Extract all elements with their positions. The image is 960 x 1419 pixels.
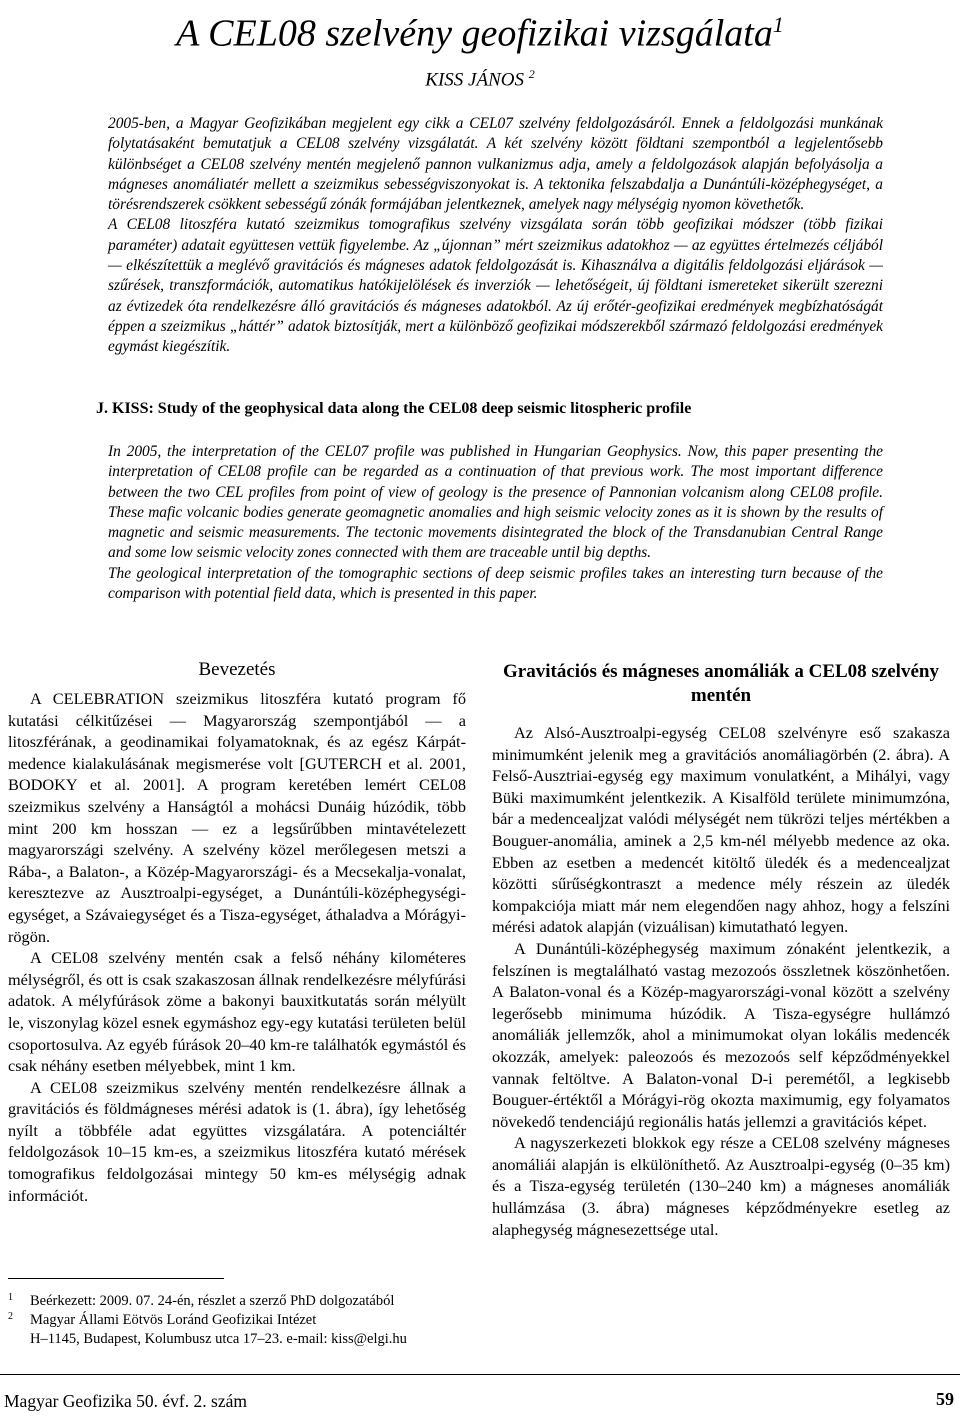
author-line (0, 62, 960, 92)
author-name: KISS JÁNOS (425, 69, 524, 91)
journal-name: Magyar Geofizika 50. évf. 2. szám (4, 1391, 247, 1411)
paper-title-text: A CEL08 szelvény geofizikai vizsgálata (176, 12, 773, 55)
footnote-2-address: H–1145, Budapest, Kolumbusz utca 17–23. e-mail: kiss@elgi.hu (30, 1331, 407, 1347)
page-footer (0, 1374, 960, 1419)
footnote-1-mark: 1 (8, 1292, 13, 1303)
footnote-2 (8, 1311, 478, 1330)
section-heading-anomaliak: Gravitációs és mágneses anomáliák a CEL08 szelvény mentén (503, 661, 939, 706)
footnotes (8, 1292, 478, 1349)
footnote-1 (8, 1292, 478, 1311)
left-column (8, 658, 466, 1206)
english-abstract-heading (96, 398, 896, 420)
section-heading-bevezetes: Bevezetés (198, 659, 276, 680)
abstract-hu-paragraph-1: 2005-ben, a Magyar Geofizikában megjelent egy cikk a CEL07 szelvény feldolgozásáról. Ennek a feldolgozási munkának folytatásaként bemutatjuk a CEL08 szelvény vizsgálatát. A két szelvény között földtani szempontból a legjelentősebb különbséget a CEL08 szelvény mentén megjelenő pannon vulkanizmus adja, amely a feldolgozások alapján befolyásolja a mágneses anomáliatér mellett a szeizmikus sebességviszonyokat is. A tektonika felszabdalja a Dunántúli-középhegységet, a törésrendszerek csökkent sebességű zónák formájában jelentkeznek, amelyek nagy mélységig nyomon követhetők. (108, 115, 883, 214)
body-paragraph: A CELEBRATION szeizmikus litoszféra kutató program fő kutatási célkitűzései — Magyarország szempontjából — a litoszférának, a geodinamikai folyamatoknak, és az egész Kárpát-medence kialakulásának megismerése volt [GUTERCH et al. 2001, BODOKY et al. 2001]. A program keretében lemért CEL08 szeizmikus szelvény a Hanságtól a mohácsi Dunáig húzódik, több mint 200 km hosszan — ez a legsűrűbben mintavételezett magyarországi szelvény. A szelvény közel merőlegesen metszi a Rába-, a Balaton-, a Közép-Magyarországi- és a Mecsekalja-vonalat, keresztezve az Ausztroalpi-egységet, a Dunántúli-középhegységi-egységet, a Szávaiegységet és a Tisza-egységet, áthaladva a Mórágyi-rögön. (8, 689, 466, 946)
body-paragraph: A Dunántúli-középhegység maximum zónaként jelentkezik, a felszínen is megtalálható vastag mezozoós összletnek köszönhetően. A Balaton-vonal és a Közép-magyarországi-vonal között a szelvény legerősebb minimuma húzódik. A Tisza-egységre hullámzó anomáliák jellemzők, ahol a minimumokat olyan lokális medencék okozzák, amelyek: paleozoós és mezozoós self képződményekkel vannak feltöltve. A Balaton-vonal D-i peremétől, a legkisebb Bouguer-értéktől a Mórágyi-rög okozta maximumig, egy folyamatos növekedő tendenciájú regionális hatás jellemzi a gravitációs képet. (492, 938, 950, 1131)
right-column (492, 660, 950, 1240)
body-paragraph: A CEL08 szelvény mentén csak a felső néhány kilométeres mélységről, és ott is csak szakaszosan állnak rendelkezésre mélyfúrási adatok. A mélyfúrások zöme a bakonyi bauxitkutatás során mélyült le, viszonylag közel esnek egymáshoz egy-egy kutatási területen belül csoportosulva. Az egyéb fúrások 20–40 km-re találhatók egymástól és csak néhány esetben mélyebbek, mint 1 km. (8, 948, 466, 1076)
body-paragraph: A CEL08 szeizmikus szelvény mentén rendelkezésre állnak a gravitációs és földmágneses mérési adatok is (1. ábra), így lehetőség nyílt a többféle adat együttes vizsgálatára. A potenciáltér feldolgozások 10–15 km-es, a szeizmikus litoszféra kutató mérések tomografikus feldolgozásai mintegy 50 km-es mélységig adnak információt. (8, 1077, 466, 1205)
author-footnote-mark: 2 (528, 67, 535, 81)
footnote-2-text: Magyar Állami Eötvös Loránd Geofizikai Intézet (30, 1312, 317, 1328)
english-heading-author: J. KISS: (96, 400, 154, 417)
paper-title (0, 2, 960, 57)
abstract-english (108, 442, 883, 604)
abstract-en-paragraph-1: In 2005, the interpretation of the CEL07 profile was published in Hungarian Geophysics. Now, this paper presenting the interpretation of CEL08 profile can be regarded as a continuation of that previous work. The most important difference between the two CEL profiles from point of view of geology is the presence of Pannonian volcanism along CEL08 profile. These mafic volcanic bodies generate geomagnetic anomalies and high seismic velocity zones as it is shown by the results of magnetic and seismic measurements. The tectonic movements disintegrated the block of the Transdanubian Central Range and some low seismic velocity zones connected with them are traceable until big depths. (108, 443, 883, 562)
footnote-divider (8, 1278, 224, 1279)
abstract-hu-paragraph-2: A CEL08 litoszféra kutató szeizmikus tomografikus szelvény vizsgálata során több geofizikai módszer (több fizikai paraméter) adatait együttesen vettük figyelembe. Az „újonnan” mért szeizmikus adatokhoz — az együttes értelmezés céljából — elkészítettük a meglévő gravitációs és mágneses adatok feldolgozását is. Kihasználva a digitális feldolgozási eljárások — szűrések, transzformációk, automatikus hatókijelölések és inverziók — lehetőségeit, új földtani ismereteket sikerült szerezni az évtizedek óta rendelkezésre álló gravitációs és mágneses adatokból. Az új erőtér-geofizikai eredmények megbízhatóságát éppen a szeizmikus „háttér” adatok biztosítják, mert a különböző geofizikai módszerekből származó feldolgozási eredmények egymást kiegészítik. (108, 216, 883, 356)
abstract-hungarian (108, 114, 883, 358)
footnote-2-mark: 2 (8, 1311, 13, 1322)
body-paragraph: Az Alsó-Ausztroalpi-egység CEL08 szelvényre eső szakasza minimumként jelenik meg a gravitációs anomáliagörbén (2. ábra). A Felső-Ausztriai-egység egy maximum vonulatként, a Mihályi, vagy Büki maximumként jelentkezik. A Kisalföld területe minimumzóna, bár a medencealjzat valódi mélységét nem tükrözi teljes mértékben a Bouguer-anomália, aminek a 2,5 km-nél mélyebb medence az oka. Ebben az esetben a medencét kitöltő üledék és a medencealjzat közötti sűrűségkontraszt a medence mély részein az üledék kompakciója miatt már nem elegendően nagy ahhoz, hogy a felszíni mérési adatok alapján (vizuálisan) kimutatható legyen. (492, 723, 950, 937)
english-heading-title: Study of the geophysical data along the CEL08 deep seismic litospheric profile (157, 400, 692, 417)
footnote-1-text: Beérkezett: 2009. 07. 24-én, részlet a szerző PhD dolgozatából (30, 1293, 395, 1309)
page-number: 59 (936, 1389, 954, 1409)
body-paragraph: A nagyszerkezeti blokkok egy része a CEL08 szelvény mágneses anomáliái alapján is elkülöníthető. Az Ausztroalpi-egység (0–35 km) és a Tisza-egység területén (130–240 km) a mágneses anomáliák hullámzása (3. ábra) mágneses képződményekre esetleg az alaphegység mágnesezettsége utal. (492, 1133, 950, 1239)
abstract-en-paragraph-2: The geological interpretation of the tomographic sections of deep seismic profiles takes an interesting turn because of the comparison with potential field data, which is presented in this paper. (108, 564, 883, 603)
title-footnote-mark: 1 (772, 12, 784, 37)
